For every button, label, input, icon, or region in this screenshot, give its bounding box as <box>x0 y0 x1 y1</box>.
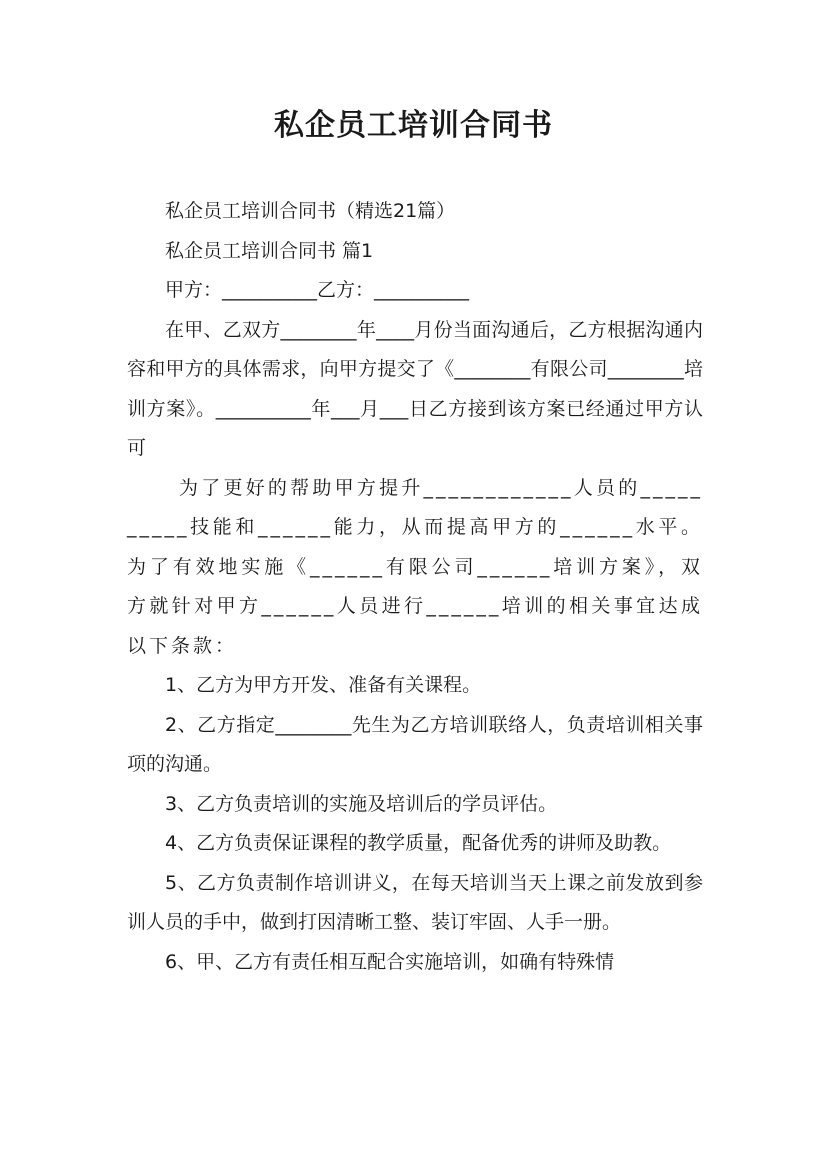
paragraph: 5、乙方负责制作培训讲义，在每天培训当天上课之前发放到参训人员的手中，做到打因清晰工整、装订牢固、人手一册。 <box>127 871 703 933</box>
paragraph: 为了更好的帮助甲方提升____________人员的__________技能和______能力，从而提高甲方的______水平。为了有效地实施《______有限公司______培训方案》，双方就针对甲方______人员进行______培训的相关事宜达成以下条款： <box>127 476 703 657</box>
paragraph: 3、乙方负责培训的实施及培训后的学员评估。 <box>165 792 558 815</box>
paragraph: 2、乙方指定________先生为乙方培训联络人，负责培训相关事项的沟通。 <box>127 713 703 775</box>
paragraph: 在甲、乙双方________年____月份当面沟通后，乙方根据沟通内容和甲方的具体需求，向甲方提交了《________有限公司________培训方案》。__________年___月___日乙方接到该方案已经通过甲方认可 <box>127 318 703 459</box>
paragraph: 私企员工培训合同书（精选21篇） <box>165 200 456 222</box>
document-body <box>127 192 703 982</box>
paragraph: 1、乙方为甲方开发、准备有关课程。 <box>165 674 482 696</box>
paragraph: 4、乙方负责保证课程的教学质量，配备优秀的讲师及助教。 <box>165 832 672 854</box>
document-title: 私企员工培训合同书 <box>274 108 553 143</box>
paragraph: 甲方：__________乙方：__________ <box>165 279 470 301</box>
paragraph: 私企员工培训合同书 篇1 <box>165 239 374 262</box>
paragraph: 6、甲、乙方有责任相互配合实施培训，如确有特殊情 <box>165 950 615 973</box>
